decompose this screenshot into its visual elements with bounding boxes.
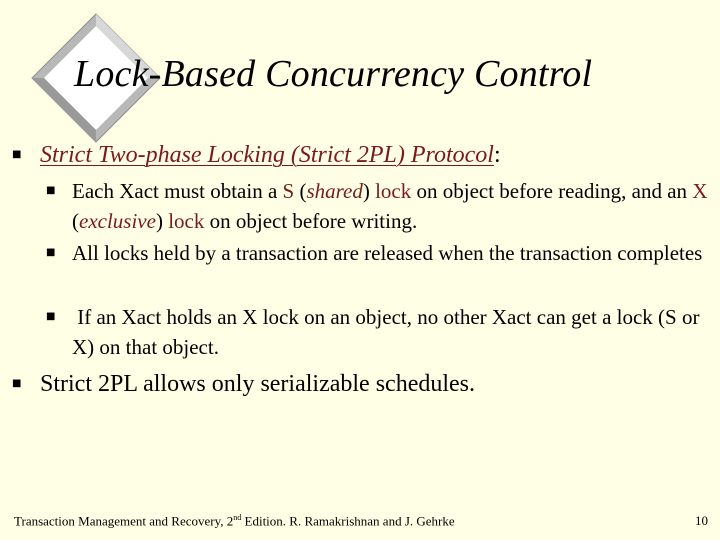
- sub-bullet-lock-rules: [46, 176, 712, 236]
- bullet-strict-2pl: [12, 141, 501, 169]
- bullet-serializable: [12, 370, 476, 398]
- text-fragment: on object before reading, and an: [411, 179, 693, 203]
- text-fragment: on object before writing.: [204, 209, 418, 233]
- footer-text: Edition. R. Ramakrishnan and J. Gehrke: [241, 513, 455, 529]
- sub-bullet-text: All locks held by a transaction are released when the transaction completes: [72, 241, 703, 265]
- exclusive-term: exclusive: [79, 209, 156, 233]
- text-fragment: ): [362, 179, 376, 203]
- square-bullet-icon: ■: [46, 247, 56, 258]
- shared-lock-letter: S: [282, 179, 295, 203]
- exclusive-lock-letter: X: [692, 179, 708, 203]
- square-bullet-icon: ■: [12, 378, 22, 389]
- sub-bullet-text: If an Xact holds an X lock on an object, no other Xact can get a lock (S or X) on that object.: [72, 305, 705, 359]
- text-fragment: (: [72, 209, 79, 233]
- footer-text: Transaction Management and Recovery, 2: [14, 513, 234, 529]
- slide-footer: [14, 513, 455, 529]
- lock-term: lock: [168, 209, 205, 233]
- sub-bullet-x-lock: [46, 302, 712, 362]
- slide-title: Lock-Based Concurrency Control: [74, 53, 593, 95]
- lock-term: lock: [375, 179, 412, 203]
- bullet-strict-2pl-colon: :: [493, 142, 501, 168]
- text-fragment: ): [155, 209, 169, 233]
- square-bullet-icon: ■: [46, 311, 56, 322]
- square-bullet-icon: ■: [12, 149, 22, 160]
- shared-term: shared: [306, 179, 363, 203]
- text-fragment: Each Xact must obtain a: [72, 179, 283, 203]
- sub-bullet-locks-released: [46, 238, 712, 268]
- page-number: 10: [695, 513, 708, 528]
- bullet-strict-2pl-text: Strict Two-phase Locking (Strict 2PL) Protocol: [40, 142, 494, 168]
- footer-superscript: nd: [233, 513, 242, 522]
- square-bullet-icon: ■: [46, 185, 56, 196]
- bullet-serializable-text: Strict 2PL allows only serializable schedules.: [40, 371, 476, 397]
- text-fragment: (: [294, 179, 307, 203]
